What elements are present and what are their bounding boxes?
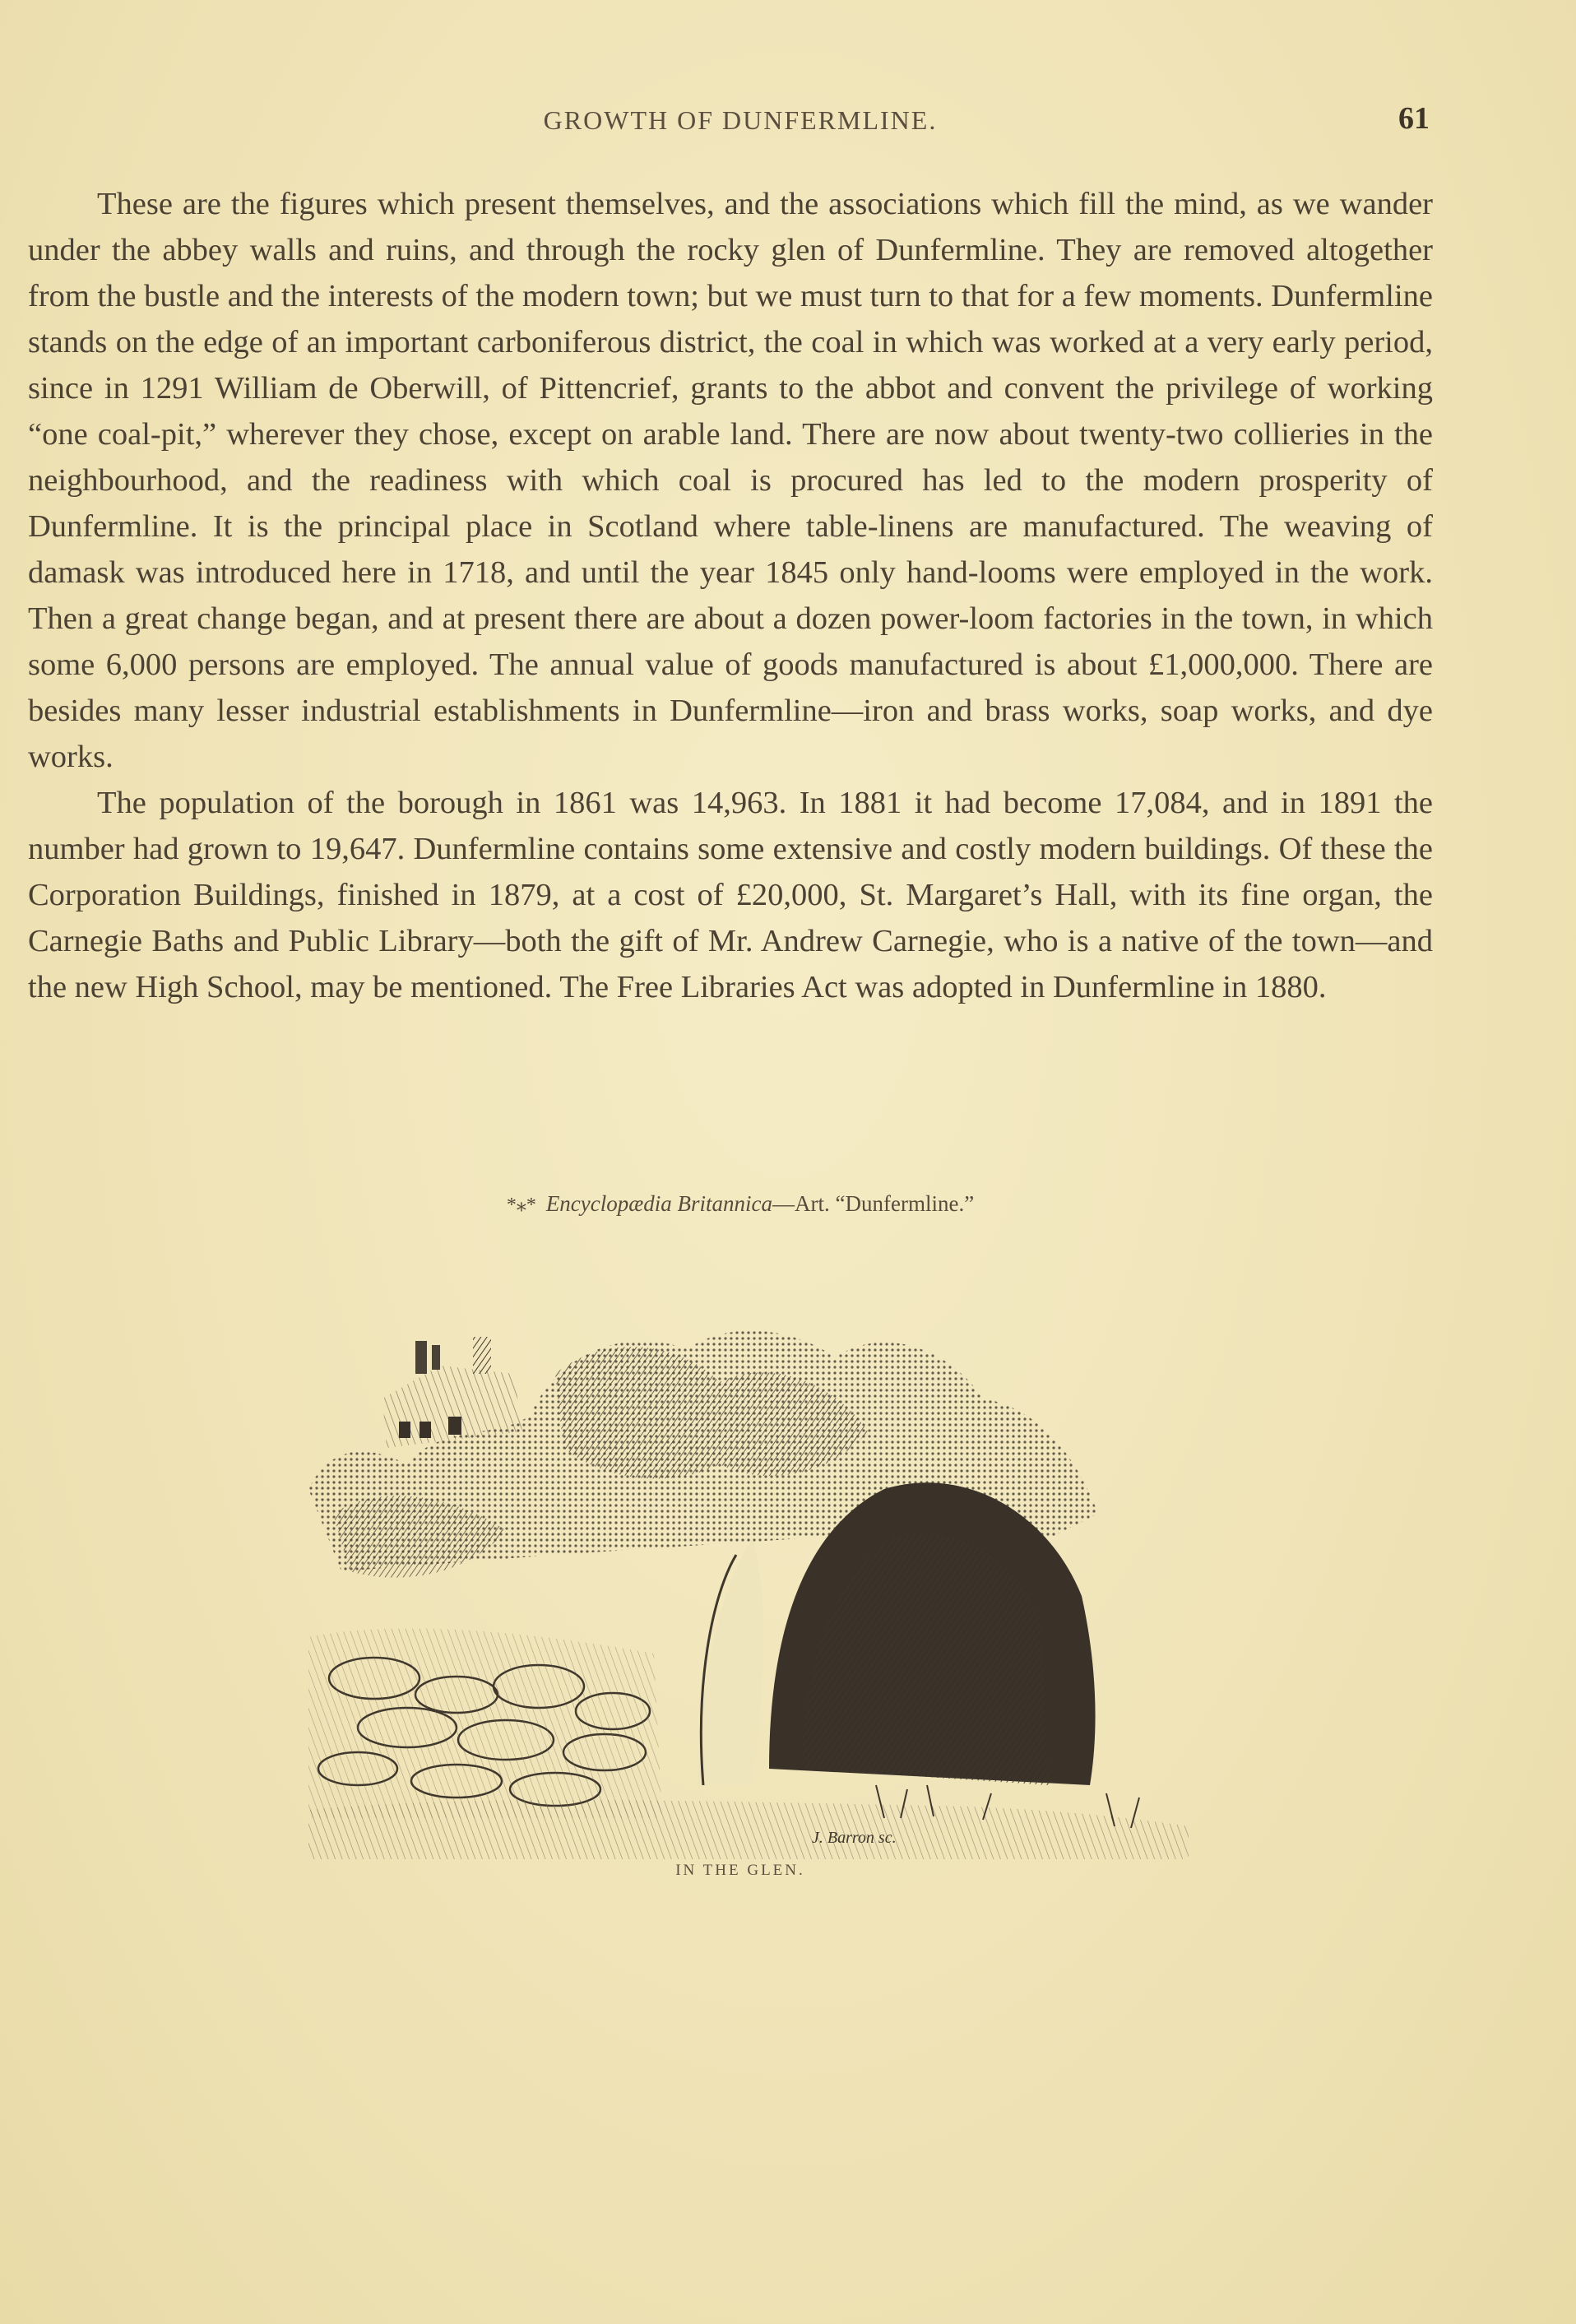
glen-engraving <box>308 1324 1189 1859</box>
footnote-article: —Art. “Dunfermline.” <box>772 1191 975 1216</box>
running-head <box>0 101 1576 146</box>
paragraph-1: These are the figures which present themselves, and the associations which fill the mind, as we wander under the abbey walls and ruins, and through the rocky glen of Dunfermline. They are removed altogether from the bustle and the interests of the modern town; but we must turn to that for a few moments. Dunfermline stands on the edge of an important carboniferous district, the coal in which was worked at a very early period, since in 1291 William de Oberwill, of Pittencrief, grants to the abbot and convent the privilege of working “one coal-pit,” wherever they chose, except on arable land. There are now about twenty-two collieries in the neighbourhood, and the readiness with which coal is procured has led to the modern prosperity of Dunfermline. It is the principal place in Scotland where table-linens are manufactured. The weaving of damask was introduced here in 1718, and until the year 1845 only hand-looms were employed in the work. Then a great change began, and at present there are about a dozen power-loom factories in the town, in which some 6,000 persons are employed. The annual value of goods manufactured is about £1,000,000. There are besides many lesser industrial establishments in Dunfermline—iron and brass works, soap works, and dye works. <box>28 187 1433 774</box>
footnote-source: Encyclopædia Britannica <box>545 1191 773 1216</box>
footnote <box>0 1191 1481 1217</box>
paragraph-2: The population of the borough in 1861 was 14,963. In 1881 it had become 17,084, and in 1891 the number had grown to 19,647. Dunfermline contains some extensive and costly modern buildings. Of these the Corporation Buildings, finished in 1879, at a cost of £20,000, St. Margaret’s Hall, with its fine organ, the Carnegie Baths and Public Library—both the gift of Mr. Andrew Carnegie, who is a native of the town—and the new High School, may be mentioned. The Free Libraries Act was adopted in Dunfermline in 1880. <box>28 786 1433 1004</box>
page-number: 61 <box>1398 101 1430 136</box>
footnote-asterisks: *⁎* <box>506 1194 536 1216</box>
engraver-signature: J. Barron sc. <box>812 1829 897 1847</box>
illustration-caption: IN THE GLEN. <box>675 1862 805 1879</box>
body-text <box>28 181 1433 1010</box>
running-title: GROWTH OF DUNFERMLINE. <box>543 105 938 135</box>
